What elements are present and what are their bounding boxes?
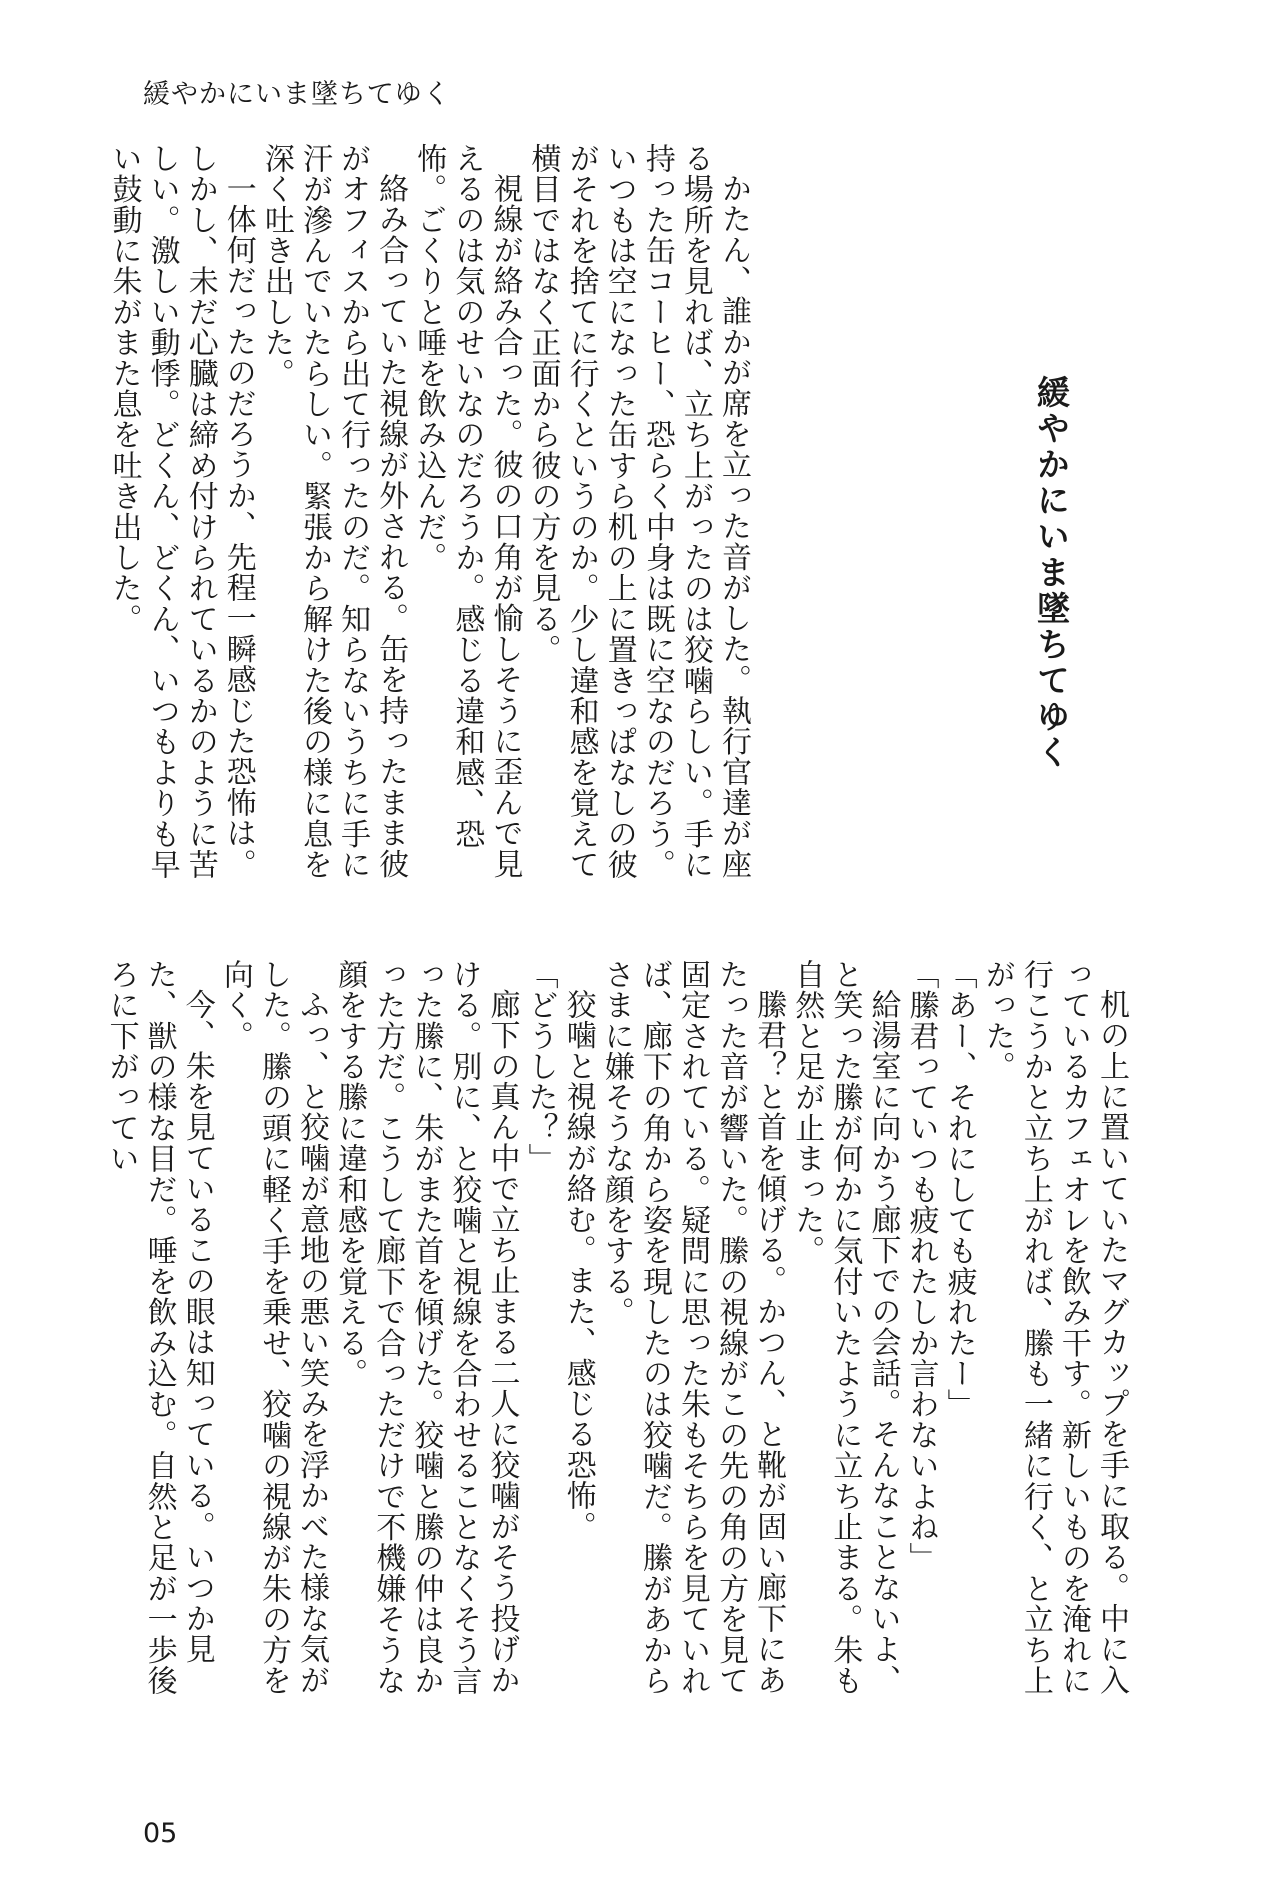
- dialogue-line: 「あー、それにしても疲れたー」: [941, 959, 977, 1420]
- dialogue-line: 「縢君っていつも疲れたしか言わないよね」: [903, 959, 939, 1573]
- paragraph: 狡噛と視線が絡む。また、感じる恐怖。: [560, 989, 596, 1542]
- top-text-block: [106, 143, 752, 888]
- paragraph: 廊下の真ん中で立ち止まる二人に狡噛がそう投げかける。別に、と狡噛と視線を合わせることなくそう言った縢に、朱がまた首を傾げた。狡噛と縢の仲は良かった方だ。こうして廊下で合っただけで不機嫌そうな顔をする縢に違和感を覚える。: [332, 959, 520, 1696]
- paragraph: 絡み合っていた視線が外される。缶を持ったまま彼がオフィスから出て行ったのだ。知らないうちに手に汗が滲んでいたらしい。緊張から解けた後の様に息を深く吐き出した。: [258, 143, 409, 880]
- paragraph: 今、朱を見ているこの眼は知っている。いつか見た、獣の様な目だ。唾を飲み込む。自然と足が一歩後ろに下がってい: [103, 959, 215, 1696]
- paragraph: ふっ、と狡噛が意地の悪い笑みを浮かべた様な気がした。縢の頭に軽く手を乗せ、狡噛の視線が朱の方を向く。: [217, 959, 330, 1696]
- paragraph: 机の上に置いていたマグカップを手に取る。中に入っているカフェオレを飲み干す。新しいものを淹れに行こうかと立ち上がれば、縢も一緒に行く、と立ち上がった。: [979, 959, 1129, 1696]
- paragraph: 給湯室に向かう廊下での会話。そんなことないよ、と笑った縢が何かに気付いたように立ち止まる。朱も自然と足が止まった。: [789, 959, 901, 1696]
- paragraph: 視線が絡み合った。彼の口角が愉しそうに歪んで見えるのは気のせいなのだろうか。感じる違和感、恐怖。ごくりと唾を飲み込んだ。: [411, 143, 523, 880]
- paragraph: かたん、誰かが席を立った音がした。執行官達が座る場所を見れば、立ち上がったのは狡噛らしい。手に持った缶コーヒー、恐らく中身は既に空なのだろう。いつもは空になった缶すら机の上に置きっぱなしの彼がそれを捨てに行くというのか。少し違和感を覚えて横目ではなく正面から彼の方を見る。: [525, 143, 751, 880]
- paragraph: 縢君？と首を傾げる。かつん、と靴が固い廊下にあたった音が響いた。縢の視線がこの先の角の方を見て固定されている。疑問に思った朱もそちらを見ていれば、廊下の角から姿を現したのは狡噛だ。縢があからさまに嫌そうな顔をする。: [598, 959, 787, 1696]
- chapter-title: 緩やかにいま墜ちてゆく: [1032, 375, 1071, 771]
- paragraph: 一体何だったのだろうか、先程一瞬感じた恐怖は。しかし、未だ心臓は締め付けられているかのように苦しい。激しい動悸。どくん、どくん、いつもよりも早い鼓動に朱がまた息を吐き出した。: [106, 143, 256, 880]
- bottom-text-block: [103, 959, 1130, 1704]
- running-head: 緩やかにいま墜ちてゆく: [143, 79, 451, 110]
- dialogue-line: 「どうした？」: [522, 959, 558, 1174]
- page-number: 05: [143, 1818, 178, 1849]
